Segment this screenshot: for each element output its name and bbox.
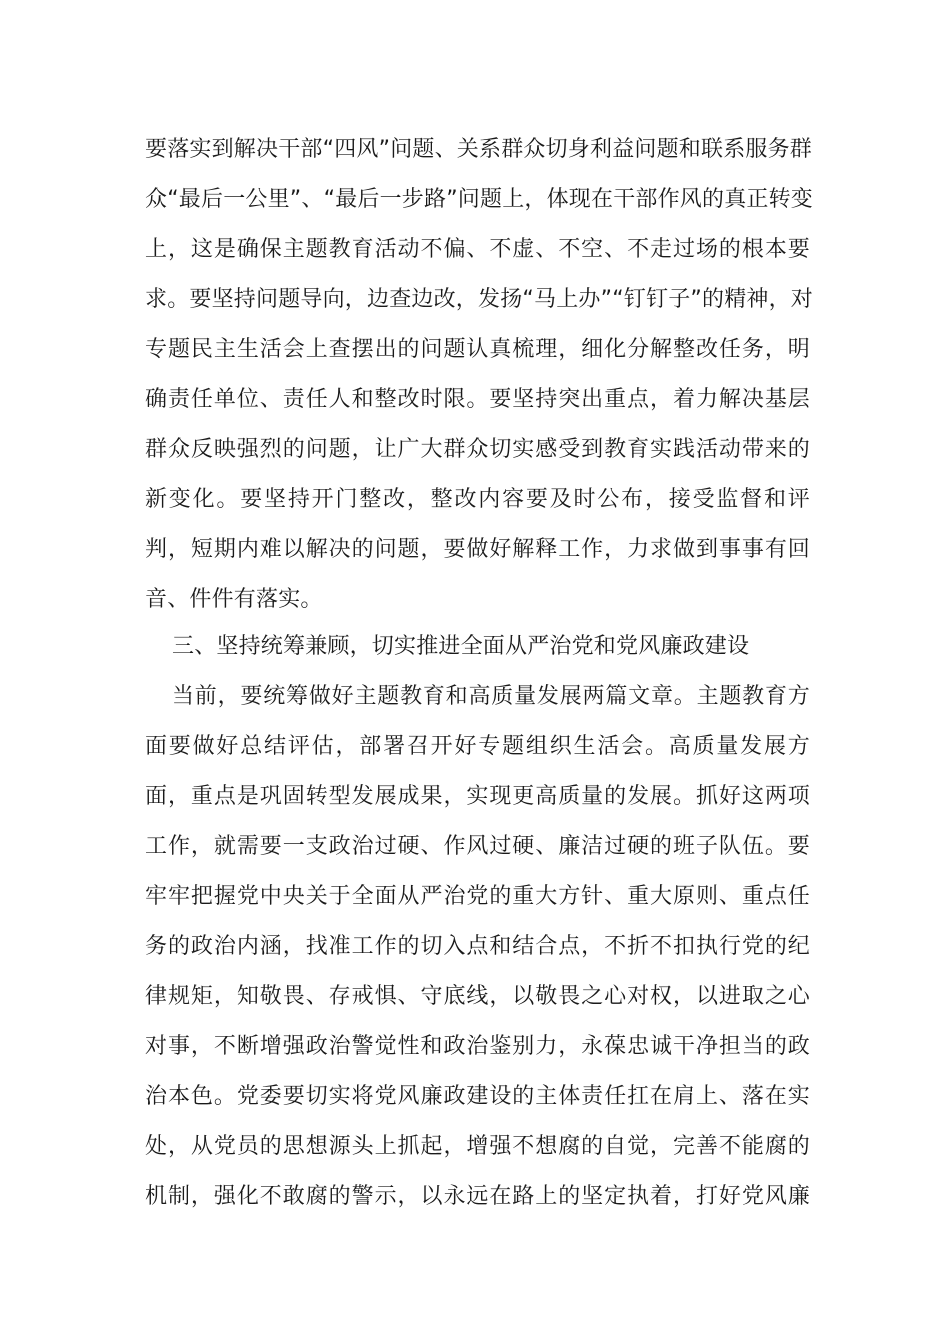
paragraph-first-line: 当前，要统筹做好主题教育和高质量发展两篇文章。主题教育方 [172,684,810,709]
body-text-line: 众“最后一公里”、“最后一步路”问题上，体现在干部作风的真正转变 [145,187,813,212]
body-text-line: 上，这是确保主题教育活动不偏、不虚、不空、不走过场的根本要 [145,237,810,262]
body-text-line: 面，重点是巩固转型发展成果，实现更高质量的发展。抓好这两项 [145,784,810,809]
body-text-line: 群众反映强烈的问题，让广大群众切实感受到教育实践活动带来的 [145,437,810,462]
body-text-line: 律规矩，知敬畏、存戒惧、守底线，以敬畏之心对权，以进取之心 [145,984,810,1009]
body-text-line: 治本色。党委要切实将党风廉政建设的主体责任扛在肩上、落在实 [145,1084,810,1109]
body-text-line: 机制，强化不敢腐的警示，以永远在路上的坚定执着，打好党风廉 [145,1184,810,1209]
body-text-line: 判，短期内难以解决的问题，要做好解释工作，力求做到事事有回 [145,537,810,562]
body-text-line: 新变化。要坚持开门整改，整改内容要及时公布，接受监督和评 [145,487,810,512]
body-text-line: 确责任单位、责任人和整改时限。要坚持突出重点，着力解决基层 [145,387,810,412]
body-text-line: 工作，就需要一支政治过硬、作风过硬、廉洁过硬的班子队伍。要 [145,834,810,859]
body-text-line: 牢牢把握党中央关于全面从严治党的重大方针、重大原则、重点任 [145,884,810,909]
body-text-line: 专题民主生活会上查摆出的问题认真梳理，细化分解整改任务，明 [145,337,810,362]
body-text-line: 处，从党员的思想源头上抓起，增强不想腐的自觉，完善不能腐的 [145,1134,810,1159]
body-text-line: 要落实到解决干部“四风”问题、关系群众切身利益问题和联系服务群 [145,137,812,162]
body-text-line: 音、件件有落实。 [145,587,323,612]
body-text-line: 对事，不断增强政治警觉性和政治鉴别力，永葆忠诚干净担当的政 [145,1034,810,1059]
body-text-line: 务的政治内涵，找准工作的切入点和结合点，不折不扣执行党的纪 [145,934,810,959]
section-heading: 三、坚持统筹兼顾，切实推进全面从严治党和党风廉政建设 [172,634,750,659]
body-text-line: 求。要坚持问题导向，边查边改，发扬“马上办”“钉钉子”的精神，对 [145,287,813,312]
body-text-line: 面要做好总结评估，部署召开好专题组织生活会。高质量发展方 [145,734,810,759]
